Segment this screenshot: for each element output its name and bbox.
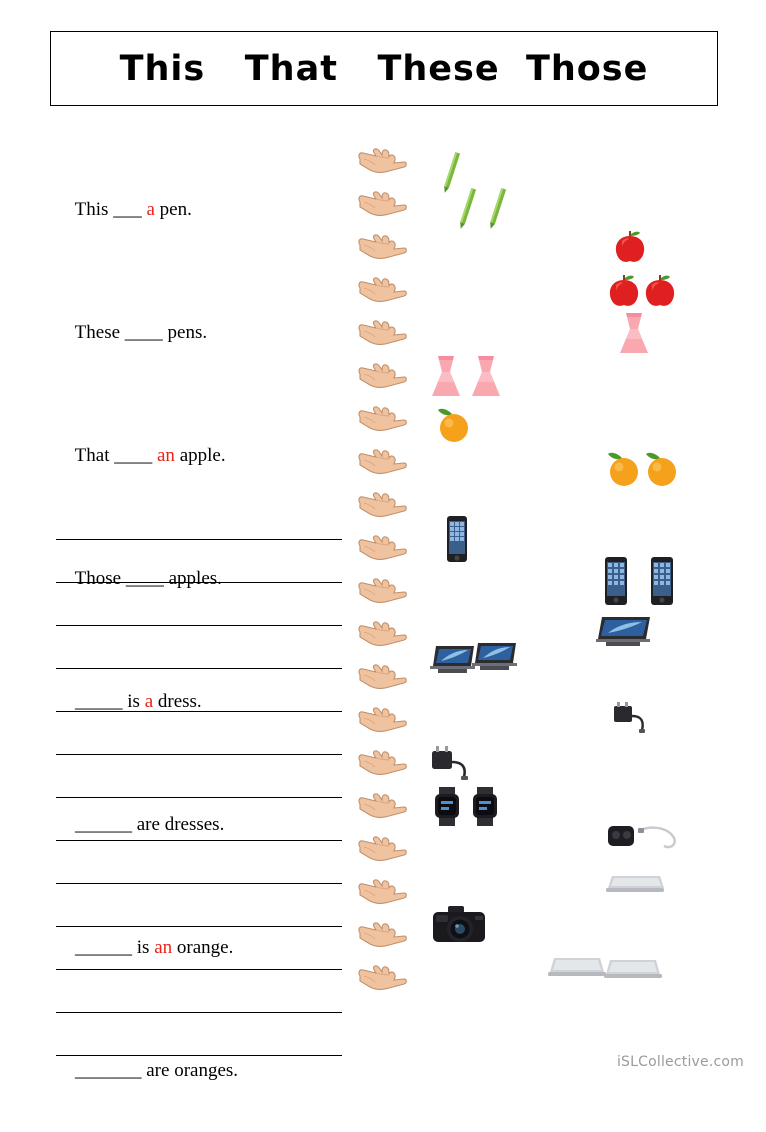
- answer-line[interactable]: [56, 841, 342, 884]
- answer-line[interactable]: [56, 540, 342, 583]
- pointing-hand-icon: [356, 704, 416, 747]
- pointing-hand-icon: [356, 661, 416, 704]
- sentence-text-tail: orange.: [172, 937, 234, 958]
- pointing-hand-icon: [356, 919, 416, 962]
- sentence-article: a: [146, 199, 155, 220]
- laptops-closed-pair: [544, 952, 672, 989]
- sentence-text: That ____: [74, 445, 157, 466]
- answer-line[interactable]: [56, 669, 342, 712]
- answer-line[interactable]: [56, 1013, 342, 1056]
- dresses-pair: [424, 352, 514, 407]
- smartphone-single: [442, 515, 472, 572]
- worksheet-title-box: [50, 31, 718, 106]
- sentence-text-tail: apple.: [174, 445, 226, 466]
- pointing-hand-column: [356, 145, 416, 1005]
- apples-pair: [606, 272, 688, 317]
- pointing-hand-icon: [356, 747, 416, 790]
- laptop-closed-single: [602, 872, 668, 903]
- smartwatch-pair: [430, 786, 508, 833]
- sentence-article: a: [144, 691, 154, 712]
- pointing-hand-icon: [356, 360, 416, 403]
- sentence-text: These ____ pens.: [74, 322, 208, 343]
- pointing-hand-icon: [356, 446, 416, 489]
- pointing-hand-icon: [356, 231, 416, 274]
- pointing-hand-icon: [356, 532, 416, 575]
- sentence-item: [56, 271, 356, 394]
- pointing-hand-icon: [356, 489, 416, 532]
- answer-line[interactable]: [56, 497, 342, 540]
- pointing-hand-icon: [356, 876, 416, 919]
- sentence-text-tail: pen.: [154, 199, 192, 220]
- smartphones-pair: [600, 556, 686, 615]
- pen-single: [432, 150, 472, 200]
- orange-single: [430, 402, 476, 451]
- sentence-item: [56, 148, 356, 271]
- sentence-text: This ___: [74, 199, 147, 220]
- answer-line[interactable]: [56, 884, 342, 927]
- answer-line[interactable]: [56, 712, 342, 755]
- pointing-hand-icon: [356, 575, 416, 618]
- page-title: This That These Those: [119, 48, 649, 89]
- dress-single-right: [612, 309, 656, 362]
- source-watermark: iSLCollective.com: [616, 1054, 744, 1070]
- pointing-hand-icon: [356, 403, 416, 446]
- answer-line[interactable]: [56, 970, 342, 1013]
- sentence-article: an: [154, 937, 173, 958]
- sentence-text: ______ is: [75, 937, 155, 958]
- sentence-text: Those ____ apples.: [74, 568, 222, 589]
- charger-single: [424, 743, 482, 788]
- pointing-hand-icon: [356, 317, 416, 360]
- answer-line[interactable]: [56, 927, 342, 970]
- pointing-hand-icon: [356, 274, 416, 317]
- earbuds-and-cable: [604, 818, 688, 859]
- pointing-hand-icon: [356, 145, 416, 188]
- sentence-text-tail: dress.: [153, 691, 202, 712]
- answer-line[interactable]: [56, 626, 342, 669]
- answer-lines[interactable]: [56, 497, 342, 1056]
- pointing-hand-icon: [356, 833, 416, 876]
- pens-pair: [452, 186, 518, 237]
- charger-plug: [604, 700, 660, 741]
- oranges-pair: [600, 446, 690, 495]
- sentence-text: _____ is: [75, 691, 145, 712]
- sentence-text: ______ are dresses.: [75, 814, 225, 835]
- laptop-open-single: [592, 613, 656, 654]
- pointing-hand-icon: [356, 962, 416, 1005]
- sentence-text: _______ are oranges.: [75, 1060, 239, 1081]
- camera-single: [428, 902, 490, 955]
- answer-line[interactable]: [56, 798, 342, 841]
- laptop-open-pair: [426, 640, 520, 687]
- answer-line[interactable]: [56, 583, 342, 626]
- apple-single: [612, 228, 648, 271]
- pointing-hand-icon: [356, 790, 416, 833]
- sentence-article: an: [157, 445, 175, 466]
- pointing-hand-icon: [356, 188, 416, 231]
- pointing-hand-icon: [356, 618, 416, 661]
- answer-line[interactable]: [56, 755, 342, 798]
